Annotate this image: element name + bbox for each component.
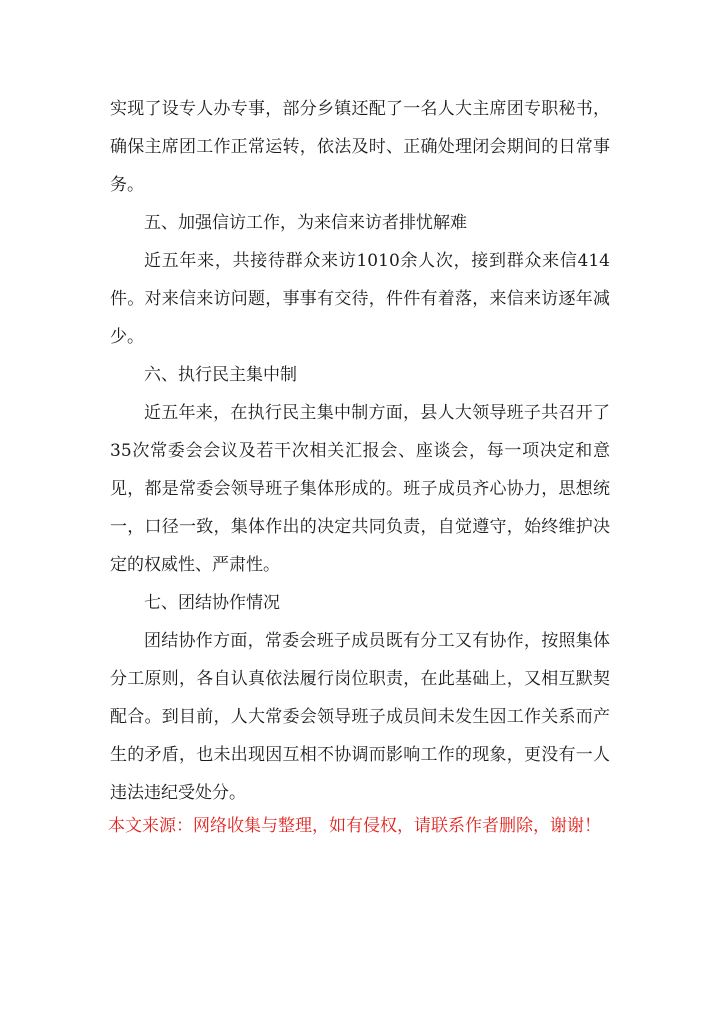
section-6-heading: 六、执行民主集中制	[144, 365, 297, 385]
document-page	[110, 90, 610, 812]
section-7-paragraph: 团结协作方面，常委会班子成员既有分工又有协作，按照集体分工原则，各自认真依法履行岗位职责，在此基础上，又相互默契配合。到目前，人大常委会领导班子成员间未发生因工作关系而产生的矛盾，也未出现因互相不协调而影响工作的现象，更没有一人违法违纪受处分。	[110, 631, 610, 803]
section-5-paragraph: 近五年来，共接待群众来访1010余人次，接到群众来信414件。对来信来访问题，事事有交待，件件有着落，来信来访逐年减少。	[110, 251, 610, 347]
section-7-heading: 七、团结协作情况	[144, 593, 280, 613]
source-note: 本文来源：网络收集与整理，如有侵权，请联系作者删除，谢谢！	[108, 816, 601, 836]
section-6-paragraph: 近五年来，在执行民主集中制方面，县人大领导班子共召开了35次常委会会议及若干次相关汇报会、座谈会，每一项决定和意见，都是常委会领导班子集体形成的。班子成员齐心协力，思想统一，口径一致，集体作出的决定共同负责，自觉遵守，始终维护决定的权威性、严肃性。	[110, 403, 610, 575]
section-5-heading: 五、加强信访工作，为来信来访者排忧解难	[144, 213, 467, 233]
intro-continuation-paragraph: 实现了设专人办专事，部分乡镇还配了一名人大主席团专职秘书，确保主席团工作正常运转，依法及时、正确处理闭会期间的日常事务。	[110, 99, 610, 195]
